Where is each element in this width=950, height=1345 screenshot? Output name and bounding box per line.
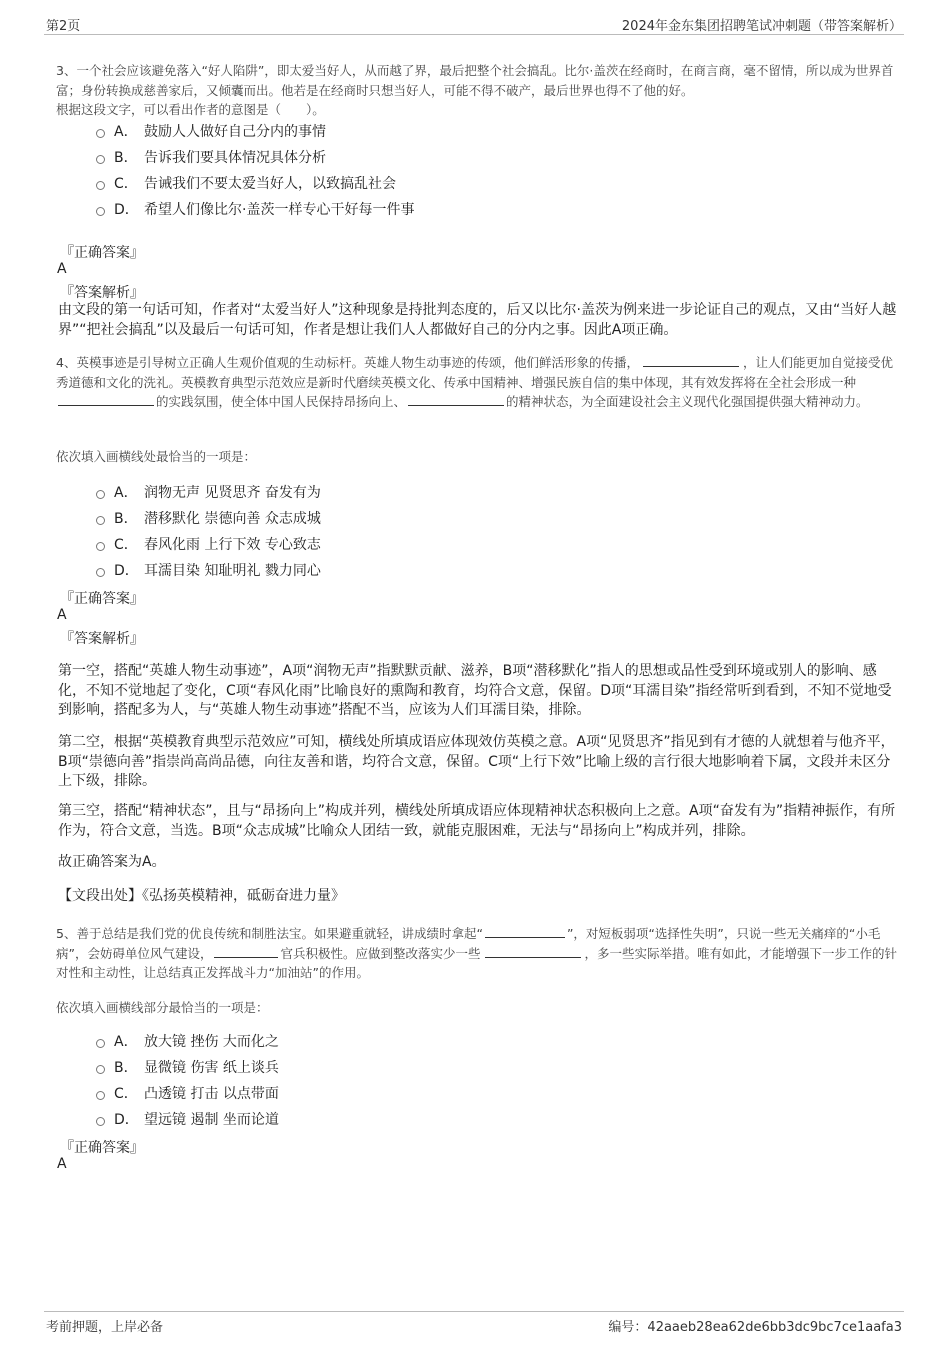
radio-icon[interactable] [96,1117,105,1126]
radio-icon[interactable] [96,568,105,577]
question-5-options [96,1028,279,1132]
question-5-prompt: 依次填入画横线部分最恰当的一项是： [56,1000,269,1015]
page-header [44,14,904,35]
fill-blank [643,354,739,367]
question-3-stem: 3、一个社会应该避免落入“好人陷阱”，即太爱当好人，从而越了界，最后把整个社会搞乱。比尔·盖茨在经商时，在商言商，毫不留情，所以成为世界首富；身份转换成慈善家后，又倾囊而出。他若是在经商时只想当好人，可能不得不破产，最后世界也得不了他的好。 [56,63,894,98]
analysis-blank-2: 第二空，根据“英模教育典型示范效应”可知，横线处所填成语应体现效仿英模之意。A项“见贤思齐”指见到有才德的人就想着与他齐平，B项“崇德向善”指崇尚高尚品德，向往友善和谐，均符合文意，保留。C项“上行下效”比喻上级的言行很大地影响着下属，文段并未区分上下级，排除。 [58,734,895,789]
correct-answer: A [57,1156,67,1172]
fill-blank [485,925,565,938]
analysis-blank-1: 第一空，搭配“英雄人物生动事迹”，A项“润物无声”指默默贡献、滋养，B项“潜移默化”指人的思想或品性受到环境或别人的影响、感化，不知不觉地起了变化，C项“春风化雨”比喻良好的熏陶和教育，均符合文意，保留。D项“耳濡目染”指经常听到看到，不知不觉地受到影响，搭配多为人，与“英雄人物生动事迹”搭配不当，应该为人们耳濡目染，排除。 [58,663,892,718]
analysis-blank-3: 第三空，搭配“精神状态”，且与“昂扬向上”构成并列，横线处所填成语应体现精神状态积极向上之意。A项“奋发有为”指精神振作，有所作为，符合文意，当选。B项“众志成城”比喻众人团结一致，就能克服困难，无法与“昂扬向上”构成并列，排除。 [58,803,896,839]
fill-blank [485,945,581,958]
radio-icon[interactable] [96,181,105,190]
correct-answer: A [57,261,67,277]
fill-blank [214,945,278,958]
option-a[interactable]: A． 放大镜 挫伤 大而化之 [96,1028,279,1054]
radio-icon[interactable] [96,1065,105,1074]
option-a[interactable]: A． 鼓励人人做好自己分内的事情 [96,118,414,144]
option-d[interactable]: D． 望远镜 遏制 坐而论道 [96,1106,279,1132]
radio-icon[interactable] [96,155,105,164]
page-footer [44,1311,904,1336]
option-b[interactable]: B． 潜移默化 崇德向善 众志成城 [96,505,321,531]
correct-answer: A [57,607,67,623]
question-3-prompt: 根据这段文字，可以看出作者的意图是（ ）。 [56,102,325,117]
option-b[interactable]: B． 显微镜 伤害 纸上谈兵 [96,1054,279,1080]
page-number: 第2页 [46,19,81,34]
radio-icon[interactable] [96,542,105,551]
option-c[interactable]: C． 告诫我们不要太爱当好人，以致搞乱社会 [96,170,414,196]
option-c[interactable]: C． 春风化雨 上行下效 专心致志 [96,531,321,557]
question-4-stem: 4、英模事迹是引导树立正确人生观价值观的生动标杆。英雄人物生动事迹的传颂，他们鲜活形象的传播， ，让人们能更加自觉接受优秀道德和文化的洗礼。英模教育典型示范效应是新时代磨续英模文化、传承中国精神、增强民族自信的集中体现，其有效发挥将在全社会形成一种的实践氛围，使全体中国人民保持昂扬向上、 的精神状态，为全面建设社会主义现代化强国提供强大精神动力。 [56,355,893,410]
question-4-options [96,479,321,583]
radio-icon[interactable] [96,1091,105,1100]
analysis-label: 『答案解析』 [60,631,144,647]
footer-note: 考前押题，上岸必备 [46,1320,164,1335]
option-c[interactable]: C． 凸透镜 打击 以点带面 [96,1080,279,1106]
option-b[interactable]: B． 告诉我们要具体情况具体分析 [96,144,414,170]
correct-answer-label: 『正确答案』 [60,591,144,607]
question-3-options [96,118,414,222]
radio-icon[interactable] [96,490,105,499]
option-d[interactable]: D． 希望人们像比尔·盖茨一样专心干好每一件事 [96,196,414,222]
question-4-prompt: 依次填入画横线处最恰当的一项是： [56,449,257,464]
question-5-stem: 5、善于总结是我们党的优良传统和制胜法宝。如果避重就轻，讲成绩时拿起“ ”，对短板弱项“选择性失明”，只说一些无关痛痒的“小毛病”，会妨碍单位风气建设， 官兵积极性。应做到整改落实少一些 ，多一些实际举措。唯有如此，才能增强下一步工作的针对性和主动性，让总结真正发挥战斗力“加油站”的作用。 [56,926,898,981]
correct-answer-label: 『正确答案』 [60,1140,144,1156]
correct-answer-label: 『正确答案』 [60,245,144,261]
radio-icon[interactable] [96,516,105,525]
radio-icon[interactable] [96,1039,105,1048]
analysis-conclusion: 故正确答案为A。 [58,854,166,870]
passage-source: 【文段出处】《弘扬英模精神，砥砺奋进力量》 [58,888,345,904]
option-a[interactable]: A． 润物无声 见贤思齐 奋发有为 [96,479,321,505]
analysis-label: 『答案解析』 [60,285,144,301]
fill-blank [408,393,504,406]
radio-icon[interactable] [96,207,105,216]
radio-icon[interactable] [96,129,105,138]
option-d[interactable]: D． 耳濡目染 知耻明礼 戮力同心 [96,557,321,583]
fill-blank [58,393,154,406]
document-code: 编号：42aaeb28ea62de6bb3dc9bc7ce1aafa3 [608,1320,902,1335]
analysis-text: 由文段的第一句话可知，作者对“太爱当好人”这种现象是持批判态度的，后又以比尔·盖茨为例来进一步论证自己的观点，又由“当好人越界”“把社会搞乱”以及最后一句话可知，作者是想让我们人人都做好自己的分内之事。因此A项正确。 [58,302,897,338]
document-title: 2024年金东集团招聘笔试冲刺题（带答案解析） [621,19,902,34]
